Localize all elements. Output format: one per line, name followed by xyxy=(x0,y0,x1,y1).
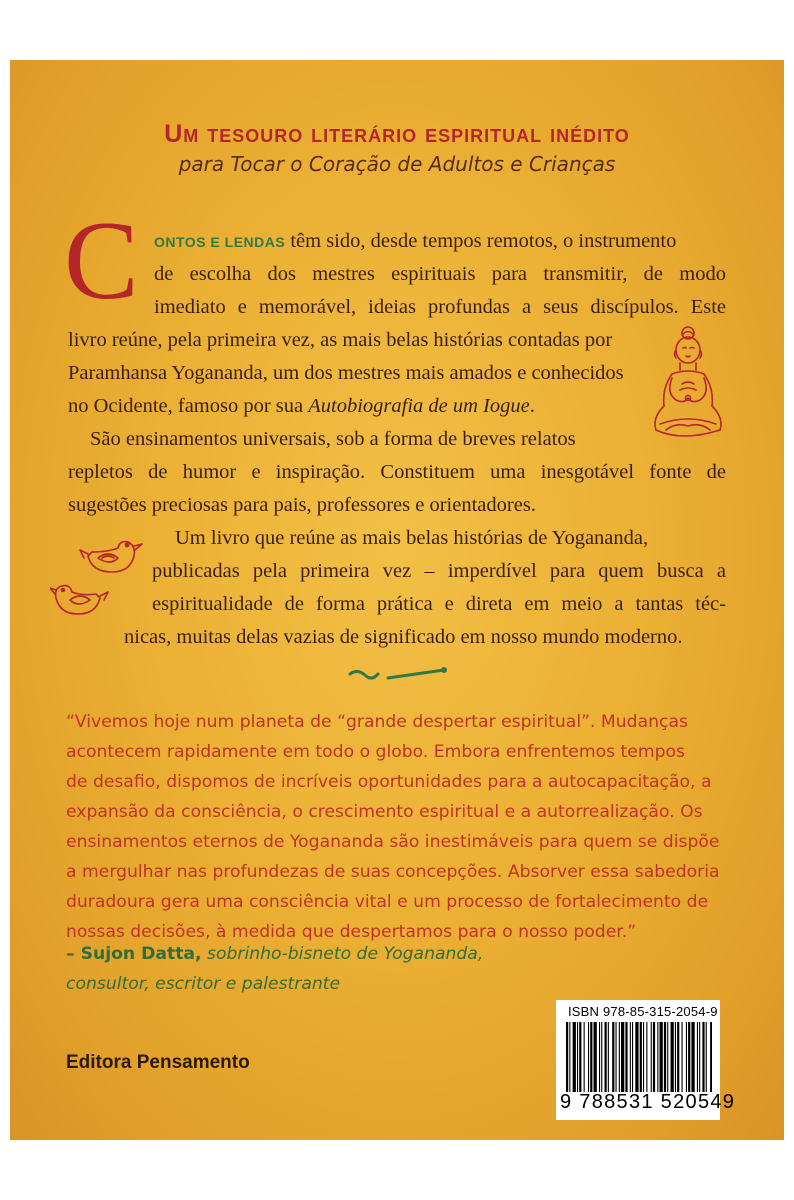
quote-line: “Vivemos hoje num planeta de “grande despertar espiritual”. Mudanças xyxy=(66,712,688,732)
publisher-name: Editora Pensamento xyxy=(66,1052,250,1073)
bird-icon xyxy=(50,576,110,622)
isbn-number: 9 788531 520549 xyxy=(560,1091,736,1113)
book-title: Autobiografia de um Iogue xyxy=(308,395,530,417)
isbn-label: ISBN 978-85-315-2054-9 xyxy=(568,1004,718,1019)
barcode-bar xyxy=(653,1022,655,1092)
barcode-bar xyxy=(657,1022,658,1092)
quote-line: duradoura gera uma consciência vital e um processo de fortalecimento de xyxy=(66,892,709,912)
barcode-bar xyxy=(621,1022,624,1092)
drop-cap: C xyxy=(64,199,139,323)
subtitle-text: Crianças xyxy=(528,152,616,176)
author-name: – Sujon Datta, xyxy=(66,944,202,964)
body-line: Paramhansa Yogananda, um dos mestres mais amados e conhecidos xyxy=(68,362,624,384)
quote-line: a mergulhar nas profundezas de suas concepções. Absorver essa sabedoria xyxy=(66,862,720,882)
barcode-bar xyxy=(664,1022,666,1092)
body-text: no Ocidente, famoso por sua xyxy=(68,395,309,417)
barcode-bar xyxy=(635,1022,638,1092)
barcode-bar xyxy=(594,1022,597,1092)
body-line: publicadas pela primeira vez – imperdível para quem busca a xyxy=(152,560,726,582)
barcode-bar xyxy=(630,1022,631,1092)
body-line: São ensinamentos universais, sob a forma de breves relatos xyxy=(90,428,576,450)
subtitle-text: para xyxy=(178,152,231,176)
barcode-bar xyxy=(566,1022,568,1092)
barcode-bar xyxy=(619,1022,620,1092)
barcode-bar xyxy=(588,1022,589,1092)
barcode-bar xyxy=(699,1022,700,1092)
barcode-bar xyxy=(569,1022,570,1092)
barcode-bar xyxy=(697,1022,698,1092)
body-line: repletos de humor e inspiração. Constituem uma inesgotável fonte de xyxy=(68,461,726,483)
quote-line: ensinamentos eternos de Yogananda são inestimáveis para quem se dispõe xyxy=(66,832,720,852)
body-line: imediato e memorável, ideias profundas a seus discípulos. Este xyxy=(154,296,726,318)
barcode-bar xyxy=(643,1022,644,1092)
barcode-bar xyxy=(646,1022,647,1092)
bird-icon xyxy=(78,530,146,580)
body-line: nicas, muitas delas vazias de significado em nosso mundo moderno. xyxy=(124,626,683,648)
quote-author xyxy=(66,944,483,964)
quote-line: acontecem rapidamente em todo o globo. Embora enfrentemos tempos xyxy=(66,742,685,762)
buddha-icon xyxy=(642,318,734,448)
author-role: consultor, escritor e palestrante xyxy=(66,974,341,994)
barcode-bar xyxy=(710,1022,712,1092)
body-line: livro reúne, pela primeira vez, as mais belas histórias contadas por xyxy=(68,329,613,351)
barcode-bar xyxy=(651,1022,652,1092)
barcode-bar xyxy=(677,1022,679,1092)
barcode-bar xyxy=(599,1022,600,1092)
barcode-bar xyxy=(625,1022,627,1092)
barcode-bar xyxy=(577,1022,578,1092)
body-line: de escolha dos mestres espirituais para transmitir, de modo xyxy=(154,263,726,285)
subtitle-text: Tocar xyxy=(230,152,284,176)
barcode-bar xyxy=(605,1022,607,1092)
barcode-bar xyxy=(686,1022,687,1092)
quote-line: expansão da consciência, o crescimento espiritual e a autorrealização. Os xyxy=(66,802,703,822)
subtitle-text: Adultos xyxy=(428,152,504,176)
body-text: têm sido, desde tempos remotos, o instrumento xyxy=(285,230,677,252)
subtitle-text: e xyxy=(503,152,529,176)
subtitle-text: de xyxy=(391,152,429,176)
body-line xyxy=(68,395,535,418)
barcode-bar xyxy=(632,1022,633,1092)
body-line: espiritualidade de forma prática e direta em meio a tantas téc- xyxy=(152,593,726,615)
barcode-bar xyxy=(640,1022,642,1092)
quote-line: nossas decisões, à medida que despertamos para o nosso poder.” xyxy=(66,922,637,942)
barcode-bar xyxy=(601,1022,602,1092)
barcode-bar xyxy=(612,1022,614,1092)
barcode-icon xyxy=(566,1022,712,1092)
barcode-bar xyxy=(702,1022,704,1092)
body-line xyxy=(154,230,676,253)
quote-author-role xyxy=(66,974,340,994)
barcode-bar xyxy=(688,1022,690,1092)
swirl-ornament-icon xyxy=(346,664,450,686)
subtitle-text: Coração xyxy=(308,152,392,176)
body-line: Um livro que reúne as mais belas histórias de Yogananda, xyxy=(175,527,649,549)
barcode-bar xyxy=(608,1022,609,1092)
barcode-bar xyxy=(675,1022,676,1092)
barcode-bar xyxy=(660,1022,663,1092)
barcode-bar xyxy=(691,1022,694,1092)
body-text: . xyxy=(529,395,535,417)
subtitle xyxy=(0,152,794,176)
barcode-bar xyxy=(616,1022,617,1092)
barcode-bar xyxy=(579,1022,581,1092)
barcode-bar xyxy=(573,1022,576,1092)
barcode-bar xyxy=(671,1022,674,1092)
quote-line: de desafio, dispomos de incríveis oportunidades para a autocapacitação, a xyxy=(66,772,712,792)
lead-caps: ONTOS E LENDAS xyxy=(154,234,286,250)
barcode-bar xyxy=(584,1022,585,1092)
barcode-bar xyxy=(590,1022,592,1092)
barcode-bar xyxy=(667,1022,668,1092)
headline: Um tesouro literário espiritual inédito xyxy=(164,120,630,148)
body-line: sugestões preciosas para pais, professores e orientadores. xyxy=(68,494,536,516)
author-role: sobrinho-bisneto de Yogananda, xyxy=(201,944,484,964)
subtitle-text: o xyxy=(283,152,309,176)
barcode-bar xyxy=(682,1022,683,1092)
barcode-bar xyxy=(706,1022,707,1092)
